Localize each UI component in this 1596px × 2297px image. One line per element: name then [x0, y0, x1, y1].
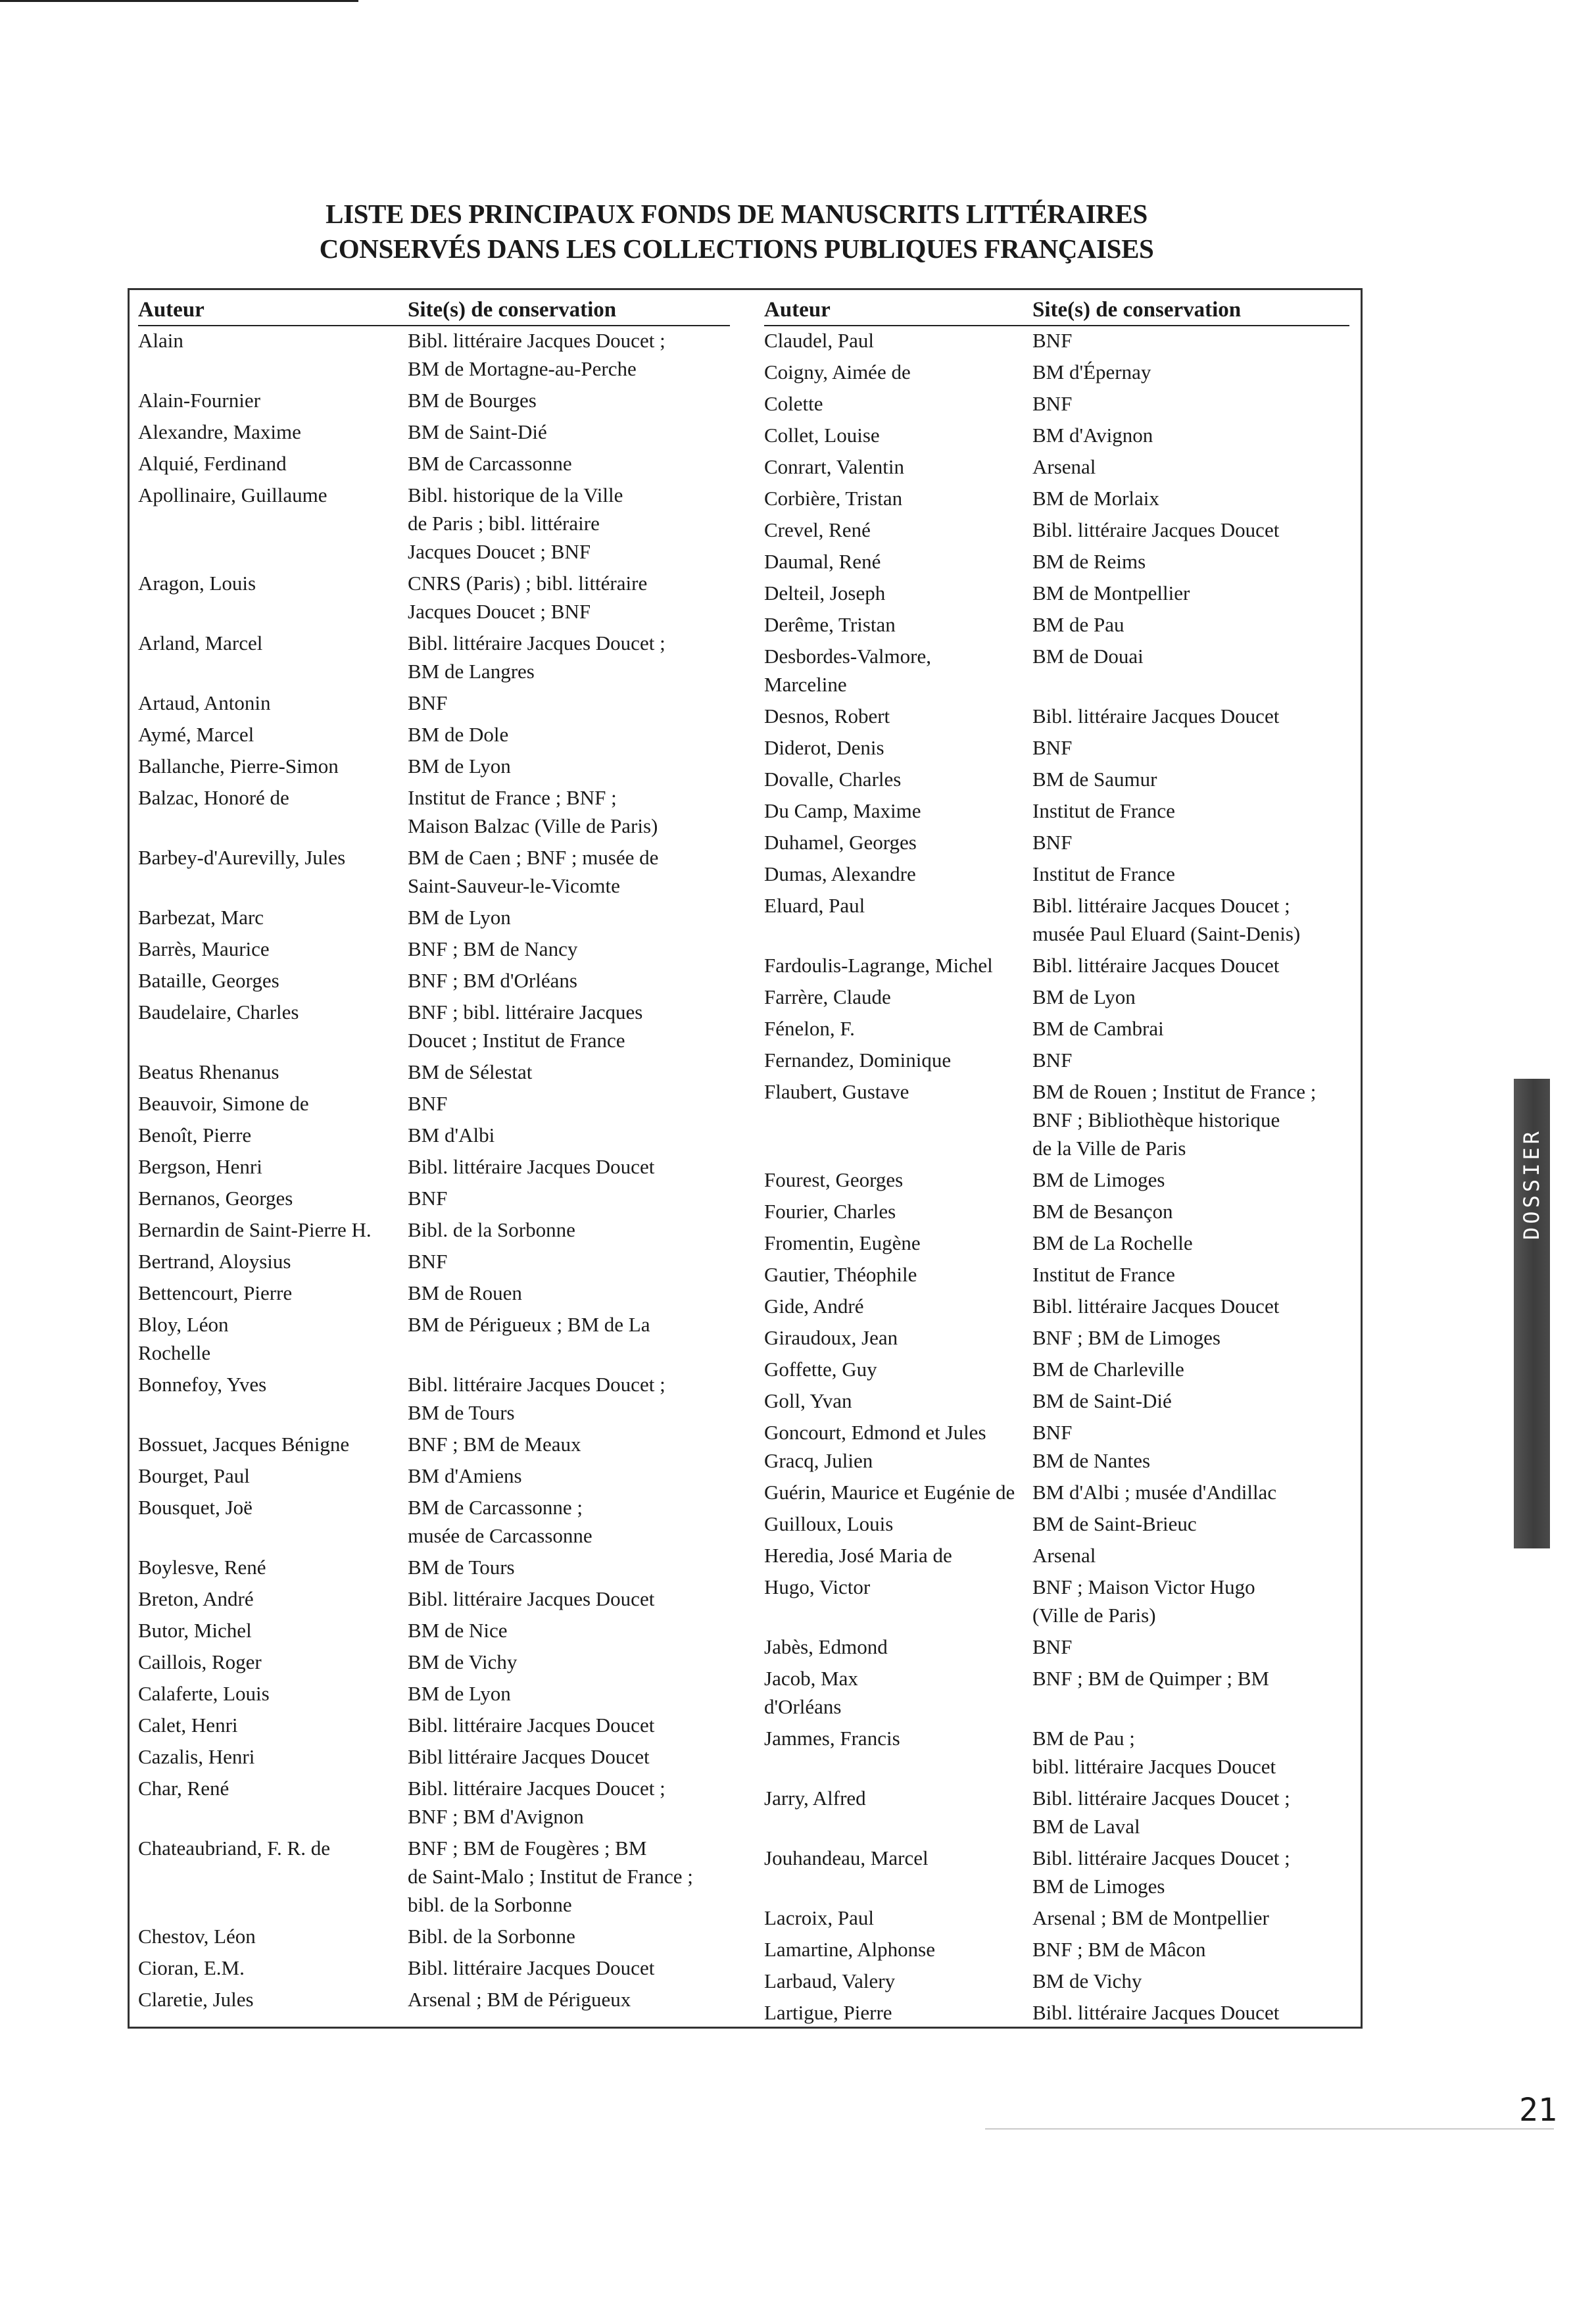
conservation-site: BM de Saint-Brieuc — [1032, 1512, 1197, 1535]
conservation-site: Bibl. littéraire Jacques Doucet — [408, 1956, 655, 1979]
author-name: Artaud, Antonin — [138, 691, 271, 714]
author-name: Gide, André — [764, 1295, 864, 1318]
conservation-site: Bibl. littéraire Jacques Doucet ; BM de Laval — [1032, 1787, 1290, 1838]
author-name: Flaubert, Gustave — [764, 1080, 909, 1103]
author-name: Farrère, Claude — [764, 985, 891, 1008]
conservation-site: Bibl. littéraire Jacques Doucet ; BM de Tours — [408, 1373, 665, 1424]
table-row — [138, 689, 730, 717]
conservation-site: BM de Lyon — [408, 1682, 511, 1705]
table-row — [764, 579, 1349, 607]
author-name: Jouhandeau, Marcel — [764, 1846, 929, 1869]
conservation-site: BM de Besançon — [1032, 1200, 1173, 1223]
conservation-site: Bibl. littéraire Jacques Doucet ; musée Paul Eluard (Saint-Denis) — [1032, 894, 1301, 945]
table-row — [764, 1387, 1349, 1415]
conservation-site: BM de Saint-Dié — [408, 420, 547, 443]
table-row — [138, 1711, 730, 1739]
author-name: Calet, Henri — [138, 1714, 238, 1737]
table-row — [764, 983, 1349, 1011]
conservation-site: BNF ; BM de Fougères ; BM de Saint-Malo ; Institut de France ; bibl. de la Sorbonne — [408, 1837, 693, 1916]
table-row — [764, 1784, 1349, 1840]
table-row — [764, 484, 1349, 512]
conservation-site: BM de Reims — [1032, 550, 1146, 573]
table-row — [764, 358, 1349, 386]
conservation-site: BNF — [408, 1092, 448, 1115]
author-name: Ballanche, Pierre-Simon — [138, 754, 339, 778]
conservation-site: BNF — [408, 1250, 448, 1273]
author-name: Lamartine, Alphonse — [764, 1938, 935, 1961]
conservation-site: BM de Pau ; bibl. littéraire Jacques Doucet — [1032, 1727, 1276, 1778]
table-row — [138, 783, 730, 840]
page-number: 21 — [1519, 2092, 1557, 2129]
conservation-site: Bibl. littéraire Jacques Doucet ; BM de Langres — [408, 631, 665, 683]
conservation-site: Bibl. littéraire Jacques Doucet ; BNF ; BM d'Avignon — [408, 1777, 665, 1828]
author-name: Goll, Yvan — [764, 1389, 852, 1412]
author-name: Bettencourt, Pierre — [138, 1281, 293, 1304]
table-row — [138, 449, 730, 478]
table-row — [138, 1834, 730, 1919]
conservation-site: BNF — [408, 1187, 448, 1210]
author-name: Aymé, Marcel — [138, 723, 254, 746]
table-row — [764, 951, 1349, 979]
author-name: Arland, Marcel — [138, 631, 263, 655]
author-name: Alain — [138, 329, 183, 352]
author-name: Bernardin de Saint-Pierre H. — [138, 1218, 372, 1241]
author-name: Caillois, Roger — [138, 1650, 262, 1673]
table-row — [138, 569, 730, 626]
author-name: Heredia, José Maria de — [764, 1544, 952, 1567]
conservation-site: BM de Saint-Dié — [1032, 1389, 1172, 1412]
author-name: Daumal, René — [764, 550, 881, 573]
conservation-site: BM d'Avignon — [1032, 424, 1153, 447]
conservation-site: BNF ; BM de Limoges — [1032, 1326, 1221, 1349]
conservation-site: BM de Carcassonne ; musée de Carcassonne — [408, 1496, 592, 1547]
author-name: Delteil, Joseph — [764, 581, 886, 605]
conservation-site: BM de Lyon — [408, 906, 511, 929]
table-row — [138, 935, 730, 963]
conservation-site: BM de Saumur — [1032, 768, 1157, 791]
conservation-site: Bibl. littéraire Jacques Doucet — [408, 1714, 655, 1737]
author-name: Fernandez, Dominique — [764, 1049, 952, 1072]
table-row — [764, 1014, 1349, 1043]
conservation-site: BM d'Amiens — [408, 1464, 522, 1487]
author-name: Barrès, Maurice — [138, 937, 270, 960]
table-row — [138, 1184, 730, 1212]
conservation-site: Bibl. historique de la Ville de Paris ; bibl. littéraire Jacques Doucet ; BNF — [408, 483, 623, 563]
author-name: Chestov, Léon — [138, 1925, 256, 1948]
table-row — [764, 1967, 1349, 1995]
right-rows — [764, 326, 1349, 2027]
left-header-row — [138, 295, 730, 326]
table-row — [764, 326, 1349, 355]
conservation-site: BNF — [1032, 736, 1073, 759]
author-name: Fardoulis-Lagrange, Michel — [764, 954, 993, 977]
author-name: Alexandre, Maxime — [138, 420, 301, 443]
table-row — [138, 1058, 730, 1086]
table-row — [764, 1998, 1349, 2027]
conservation-site: Bibl. littéraire Jacques Doucet — [408, 1587, 655, 1610]
author-name: Beatus Rhenanus — [138, 1060, 279, 1083]
table-row — [764, 1323, 1349, 1352]
conservation-site: Bibl. littéraire Jacques Doucet — [1032, 1295, 1280, 1318]
author-name: Fromentin, Eugène — [764, 1231, 921, 1254]
conservation-site: BM de Charleville — [1032, 1358, 1184, 1381]
table-row — [138, 1922, 730, 1950]
author-name: Crevel, René — [764, 518, 871, 541]
author-name: Fourest, Georges — [764, 1168, 904, 1191]
table-row — [764, 421, 1349, 449]
table-row — [764, 610, 1349, 639]
author-name: Apollinaire, Guillaume — [138, 483, 327, 506]
conservation-site: BM de Tours — [408, 1556, 515, 1579]
table-row — [764, 389, 1349, 418]
table-row — [764, 453, 1349, 481]
table-row — [764, 642, 1349, 699]
author-column-header: Auteur — [138, 298, 205, 322]
conservation-site: BNF ; BM d'Orléans — [408, 969, 577, 992]
conservation-site: Institut de France — [1032, 862, 1175, 885]
author-name: Cazalis, Henri — [138, 1745, 255, 1768]
conservation-site: BM de Périgueux ; BM de La — [408, 1313, 650, 1336]
author-name: Barbezat, Marc — [138, 906, 264, 929]
author-name: Bloy, Léon Rochelle — [138, 1313, 229, 1364]
author-name: Dumas, Alexandre — [764, 862, 916, 885]
conservation-site: BNF — [1032, 831, 1073, 854]
author-name: Aragon, Louis — [138, 572, 256, 595]
conservation-site: Institut de France — [1032, 1263, 1175, 1286]
author-name: Dovalle, Charles — [764, 768, 902, 791]
conservation-site: Arsenal — [1032, 1544, 1096, 1567]
table-row — [138, 418, 730, 446]
author-name: Bataille, Georges — [138, 969, 279, 992]
author-name: Conrart, Valentin — [764, 455, 904, 478]
conservation-site: Bibl. littéraire Jacques Doucet — [408, 1155, 655, 1178]
author-name: Colette — [764, 392, 823, 415]
table-row — [138, 1430, 730, 1458]
author-name: Balzac, Honoré de — [138, 786, 289, 809]
conservation-site: BNF — [1032, 1049, 1073, 1072]
left-column — [138, 295, 730, 2017]
conservation-site: Bibl littéraire Jacques Doucet — [408, 1745, 650, 1768]
conservation-site: BM de La Rochelle — [1032, 1231, 1193, 1254]
conservation-site: BM de Nice — [408, 1619, 508, 1642]
author-name: Du Camp, Maxime — [764, 799, 921, 822]
author-name: Beauvoir, Simone de — [138, 1092, 309, 1115]
author-name: Fourier, Charles — [764, 1200, 896, 1223]
conservation-site: BM d'Épernay — [1032, 360, 1151, 383]
conservation-site: BNF ; BM de Meaux — [408, 1433, 581, 1456]
table-row — [138, 1462, 730, 1490]
table-row — [764, 1633, 1349, 1661]
author-name: Eluard, Paul — [764, 894, 865, 917]
table-row — [138, 1370, 730, 1427]
author-name: Jacob, Max d'Orléans — [764, 1667, 858, 1718]
table-row — [764, 1260, 1349, 1289]
dossier-label: DOSSIER — [1519, 1128, 1544, 1240]
conservation-site: BM de Douai — [1032, 645, 1144, 668]
table-row — [138, 1648, 730, 1676]
table-row — [138, 326, 730, 383]
table-row — [138, 1553, 730, 1581]
author-name: Bergson, Henri — [138, 1155, 262, 1178]
conservation-site: BNF ; Maison Victor Hugo (Ville de Paris) — [1032, 1575, 1255, 1627]
table-row — [764, 1510, 1349, 1538]
table-row — [138, 1152, 730, 1181]
conservation-site: BM de Morlaix — [1032, 487, 1159, 510]
conservation-site: Bibl. littéraire Jacques Doucet — [1032, 2001, 1280, 2024]
table-row — [764, 1573, 1349, 1629]
conservation-site: Institut de France ; BNF ; Maison Balzac (Ville de Paris) — [408, 786, 658, 837]
author-name: Duhamel, Georges — [764, 831, 917, 854]
conservation-site: BNF — [1032, 392, 1073, 415]
conservation-site: Arsenal ; BM de Périgueux — [408, 1988, 631, 2011]
conservation-site: BM de Sélestat — [408, 1060, 533, 1083]
conservation-site: BM de Bourges — [408, 389, 537, 412]
left-rows — [138, 326, 730, 2013]
author-name: Bourget, Paul — [138, 1464, 250, 1487]
table-row — [138, 629, 730, 685]
author-name: Alain-Fournier — [138, 389, 260, 412]
table-row — [138, 720, 730, 749]
author-name: Desnos, Robert — [764, 704, 890, 728]
conservation-site: BM de Lyon — [408, 754, 511, 778]
author-name: Boylesve, René — [138, 1556, 266, 1579]
table-row — [764, 1844, 1349, 1900]
author-name: Coigny, Aimée de — [764, 360, 911, 383]
right-header-row — [764, 295, 1349, 326]
table-row — [138, 1279, 730, 1307]
conservation-site: BM de Pau — [1032, 613, 1124, 636]
table-row — [138, 1247, 730, 1275]
table-row — [764, 1664, 1349, 1721]
table-row — [764, 860, 1349, 888]
table-row — [764, 702, 1349, 730]
table-row — [764, 1478, 1349, 1506]
conservation-site: Bibl. littéraire Jacques Doucet — [1032, 518, 1280, 541]
author-name: Benoît, Pierre — [138, 1124, 252, 1147]
author-name: Butor, Michel — [138, 1619, 252, 1642]
conservation-site: Bibl. littéraire Jacques Doucet ; BM de Mortagne-au-Perche — [408, 329, 665, 380]
site-column-header: Site(s) de conservation — [408, 298, 617, 322]
table-row — [764, 891, 1349, 948]
top-rule — [0, 0, 358, 2]
table-row — [764, 1541, 1349, 1569]
author-name: Breton, André — [138, 1587, 254, 1610]
conservation-site: BM de Vichy — [408, 1650, 518, 1673]
table-row — [138, 1954, 730, 1982]
conservation-site: Arsenal ; BM de Montpellier — [1032, 1906, 1269, 1929]
author-name: Derême, Tristan — [764, 613, 896, 636]
author-name: Collet, Louise — [764, 424, 880, 447]
table-row — [764, 1077, 1349, 1162]
author-name: Barbey-d'Aurevilly, Jules — [138, 846, 346, 869]
conservation-site: Bibl. littéraire Jacques Doucet ; BM de Limoges — [1032, 1846, 1290, 1898]
table-row — [764, 1418, 1349, 1475]
author-name: Fénelon, F. — [764, 1017, 855, 1040]
conservation-site: BNF ; BM de Mâcon — [1032, 1938, 1206, 1961]
table-row — [138, 1493, 730, 1550]
conservation-site: BM d'Albi ; musée d'Andillac — [1032, 1481, 1277, 1504]
conservation-site: BNF — [1032, 1635, 1073, 1658]
conservation-site: BNF ; BM de Nancy — [408, 937, 578, 960]
table-row — [138, 1616, 730, 1644]
table-row — [764, 1229, 1349, 1257]
author-name: Goffette, Guy — [764, 1358, 877, 1381]
conservation-site: Bibl. littéraire Jacques Doucet — [1032, 954, 1280, 977]
table-row — [138, 1585, 730, 1613]
conservation-site: BM de Dole — [408, 723, 509, 746]
table-row — [764, 1197, 1349, 1225]
table-row — [138, 843, 730, 900]
author-name: Bousquet, Joë — [138, 1496, 253, 1519]
author-name: Diderot, Denis — [764, 736, 884, 759]
author-name: Giraudoux, Jean — [764, 1326, 898, 1349]
table-row — [138, 998, 730, 1054]
conservation-site: BNF BM de Nantes — [1032, 1421, 1151, 1472]
author-name: Hugo, Victor — [764, 1575, 871, 1598]
table-row — [138, 966, 730, 995]
conservation-site: BM de Caen ; BNF ; musée de Saint-Sauveur-le-Vicomte — [408, 846, 659, 897]
table-row — [138, 903, 730, 931]
author-name: Claretie, Jules — [138, 1988, 254, 2011]
author-name: Baudelaire, Charles — [138, 1000, 299, 1024]
author-name: Jarry, Alfred — [764, 1787, 866, 1810]
author-name: Alquié, Ferdinand — [138, 452, 287, 475]
author-name: Claudel, Paul — [764, 329, 875, 352]
author-name: Corbière, Tristan — [764, 487, 903, 510]
table-row — [138, 1679, 730, 1708]
table-row — [764, 1724, 1349, 1781]
table-row — [138, 752, 730, 780]
author-name: Calaferte, Louis — [138, 1682, 270, 1705]
table-row — [764, 765, 1349, 793]
author-name: Guilloux, Louis — [764, 1512, 894, 1535]
conservation-site: Institut de France — [1032, 799, 1175, 822]
table-row — [138, 1089, 730, 1118]
conservation-site: BM de Vichy — [1032, 1969, 1142, 1992]
conservation-site: Bibl. de la Sorbonne — [408, 1218, 575, 1241]
conservation-site: BNF ; bibl. littéraire Jacques Doucet ; Institut de France — [408, 1000, 643, 1052]
table-row — [764, 1935, 1349, 1964]
table-row — [764, 1046, 1349, 1074]
author-name: Lacroix, Paul — [764, 1906, 875, 1929]
author-name: Bernanos, Georges — [138, 1187, 293, 1210]
conservation-site: Bibl. de la Sorbonne — [408, 1925, 575, 1948]
table-row — [764, 1166, 1349, 1194]
author-name: Cioran, E.M. — [138, 1956, 245, 1979]
conservation-site: BNF ; BM de Quimper ; BM — [1032, 1667, 1269, 1690]
dossier-side-tab — [1514, 1079, 1550, 1548]
table-row — [138, 1121, 730, 1149]
author-name: Jabès, Edmond — [764, 1635, 888, 1658]
table-row — [764, 733, 1349, 762]
author-name: Larbaud, Valery — [764, 1969, 896, 1992]
author-name: Desbordes-Valmore, Marceline — [764, 645, 931, 696]
page-subtitle: CONSERVÉS DANS LES COLLECTIONS PUBLIQUES FRANÇAISES — [319, 234, 1154, 264]
author-name: Gautier, Théophile — [764, 1263, 917, 1286]
conservation-site: BM de Limoges — [1032, 1168, 1165, 1191]
author-name: Lartigue, Pierre — [764, 2001, 892, 2024]
conservation-site: BM de Lyon — [1032, 985, 1136, 1008]
conservation-site: Bibl. littéraire Jacques Doucet — [1032, 704, 1280, 728]
table-row — [764, 1904, 1349, 1932]
conservation-site: BM de Montpellier — [1032, 581, 1190, 605]
table-row — [138, 1742, 730, 1771]
table-row — [138, 386, 730, 414]
conservation-site: BM de Cambrai — [1032, 1017, 1164, 1040]
conservation-site: BM de Rouen — [408, 1281, 522, 1304]
conservation-site: Arsenal — [1032, 455, 1096, 478]
author-name: Jammes, Francis — [764, 1727, 900, 1750]
table-row — [764, 516, 1349, 544]
conservation-site: BM d'Albi — [408, 1124, 495, 1147]
author-name: Char, René — [138, 1777, 230, 1800]
author-column-header: Auteur — [764, 298, 831, 322]
table-row — [138, 1310, 730, 1367]
table-row — [138, 1216, 730, 1244]
table-row — [764, 547, 1349, 576]
table-row — [764, 797, 1349, 825]
conservation-site: BNF — [1032, 329, 1073, 352]
author-name: Goncourt, Edmond et Jules Gracq, Julien — [764, 1421, 986, 1472]
author-name: Guérin, Maurice et Eugénie de — [764, 1481, 1015, 1504]
table-row — [764, 1292, 1349, 1320]
conservation-site: BM de Rouen ; Institut de France ; BNF ; Bibliothèque historique de la Ville de Paris — [1032, 1080, 1317, 1160]
table-row — [138, 1985, 730, 2013]
page-title: LISTE DES PRINCIPAUX FONDS DE MANUSCRITS LITTÉRAIRES — [326, 199, 1148, 229]
author-name: Chateaubriand, F. R. de — [138, 1837, 330, 1860]
conservation-site: BM de Carcassonne — [408, 452, 572, 475]
author-name: Bertrand, Aloysius — [138, 1250, 291, 1273]
table-row — [138, 1774, 730, 1831]
table-row — [138, 481, 730, 566]
table-row — [764, 1355, 1349, 1383]
table-row — [764, 828, 1349, 856]
author-name: Bonnefoy, Yves — [138, 1373, 267, 1396]
conservation-site: BNF — [408, 691, 448, 714]
site-column-header: Site(s) de conservation — [1032, 298, 1242, 322]
conservation-site: CNRS (Paris) ; bibl. littéraire Jacques Doucet ; BNF — [408, 572, 648, 623]
right-column — [764, 295, 1349, 2030]
author-name: Bossuet, Jacques Bénigne — [138, 1433, 350, 1456]
